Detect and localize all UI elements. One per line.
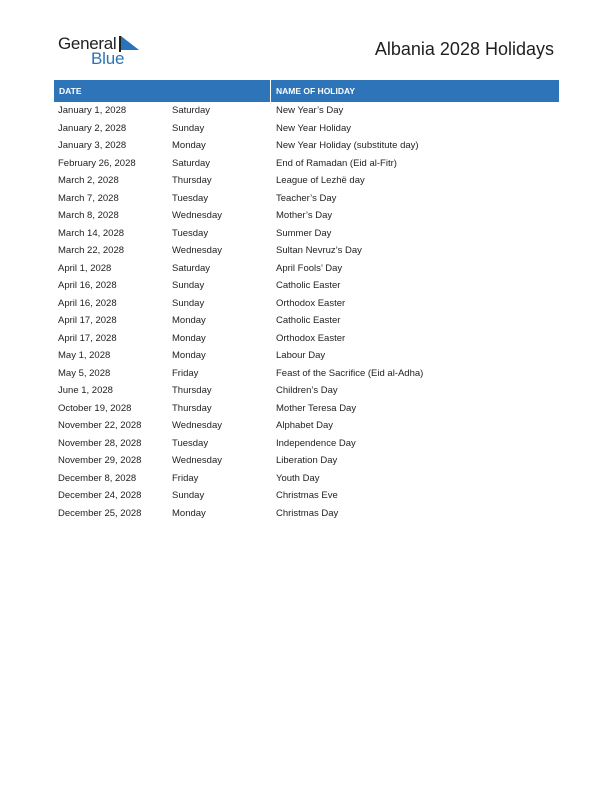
row-holiday-name: Catholic Easter: [276, 280, 341, 291]
row-holiday-name: Sultan Nevruz’s Day: [276, 245, 362, 256]
row-date: March 14, 2028: [58, 227, 125, 239]
table-row: [54, 225, 559, 243]
row-weekday: Sunday: [172, 490, 205, 501]
row-date: October 19, 2028: [58, 402, 132, 414]
table-row: [54, 347, 559, 365]
row-date: June 1, 2028: [58, 385, 113, 396]
row-weekday: Thursday: [172, 402, 212, 414]
table-row: [54, 277, 559, 295]
table-row: [54, 137, 559, 155]
row-date: November 28, 2028: [58, 437, 142, 449]
row-holiday-name: End of Ramadan (Eid al-Fitr): [276, 157, 397, 169]
row-holiday-name: April Fools’ Day: [276, 262, 343, 274]
row-date: March 7, 2028: [58, 192, 119, 204]
row-date: April 17, 2028: [58, 332, 117, 344]
row-holiday-name: Youth Day: [276, 472, 320, 484]
row-weekday: Wednesday: [172, 455, 222, 466]
row-date: April 16, 2028: [58, 280, 117, 291]
row-weekday: Tuesday: [172, 192, 209, 204]
row-date: April 1, 2028: [58, 262, 112, 274]
row-weekday: Tuesday: [172, 437, 209, 449]
row-weekday: Saturday: [172, 105, 211, 116]
row-weekday: Monday: [172, 350, 206, 361]
row-date: December 8, 2028: [58, 472, 137, 484]
row-date: March 2, 2028: [58, 175, 119, 186]
row-weekday: Wednesday: [172, 210, 222, 221]
row-holiday-name: Orthodox Easter: [276, 332, 346, 344]
row-weekday: Friday: [172, 472, 199, 484]
row-date: January 2, 2028: [58, 122, 127, 134]
row-holiday-name: League of Lezhë day: [276, 175, 365, 186]
header-divider: [270, 80, 271, 102]
row-holiday-name: Labour Day: [276, 350, 326, 361]
table-row: [54, 400, 559, 418]
row-date: February 26, 2028: [58, 157, 136, 169]
table-row: [54, 435, 559, 453]
row-holiday-name: Mother Teresa Day: [276, 402, 357, 414]
generalblue-logo: [58, 34, 148, 68]
header-holiday-name: NAME OF HOLIDAY: [276, 86, 356, 96]
table-row: [54, 365, 559, 383]
table-row: [54, 102, 559, 120]
holidays-table: [54, 80, 559, 522]
row-holiday-name: Liberation Day: [276, 455, 338, 466]
table-header: [54, 80, 559, 102]
row-holiday-name: Summer Day: [276, 227, 332, 239]
row-date: December 24, 2028: [58, 490, 142, 501]
row-weekday: Thursday: [172, 175, 212, 186]
row-date: November 22, 2028: [58, 420, 142, 431]
row-date: May 1, 2028: [58, 350, 111, 361]
row-date: January 3, 2028: [58, 140, 127, 151]
row-holiday-name: Children’s Day: [276, 385, 338, 396]
table-row: [54, 172, 559, 190]
row-holiday-name: Independence Day: [276, 437, 356, 449]
table-body: [54, 102, 559, 522]
row-weekday: Monday: [172, 507, 206, 519]
row-holiday-name: New Year Holiday: [276, 122, 351, 134]
row-holiday-name: Christmas Day: [276, 507, 339, 519]
table-row: [54, 452, 559, 470]
row-date: May 5, 2028: [58, 367, 111, 379]
logo-word-blue: Blue: [91, 49, 125, 68]
row-date: January 1, 2028: [58, 105, 127, 116]
table-row: [54, 260, 559, 278]
row-weekday: Friday: [172, 367, 199, 379]
row-holiday-name: Alphabet Day: [276, 420, 334, 431]
table-row: [54, 120, 559, 138]
row-weekday: Tuesday: [172, 227, 209, 239]
row-weekday: Saturday: [172, 157, 211, 169]
row-weekday: Wednesday: [172, 420, 222, 431]
header-date: DATE: [59, 86, 82, 96]
table-row: [54, 242, 559, 260]
row-date: March 22, 2028: [58, 245, 125, 256]
table-row: [54, 207, 559, 225]
row-date: November 29, 2028: [58, 455, 142, 466]
table-row: [54, 295, 559, 313]
table-row: [54, 417, 559, 435]
row-holiday-name: New Year’s Day: [276, 105, 344, 116]
page-title: Albania 2028 Holidays: [374, 39, 554, 59]
row-holiday-name: New Year Holiday (substitute day): [276, 140, 419, 151]
row-weekday: Sunday: [172, 122, 205, 134]
table-row: [54, 470, 559, 488]
table-row: [54, 190, 559, 208]
row-holiday-name: Feast of the Sacrifice (Eid al-Adha): [276, 367, 424, 379]
table-row: [54, 330, 559, 348]
row-weekday: Wednesday: [172, 245, 222, 256]
row-weekday: Monday: [172, 332, 206, 344]
table-row: [54, 312, 559, 330]
table-row: [54, 155, 559, 173]
row-weekday: Monday: [172, 315, 206, 326]
row-weekday: Sunday: [172, 297, 205, 309]
row-weekday: Sunday: [172, 280, 205, 291]
logo-word-general: General: [58, 34, 117, 53]
row-holiday-name: Christmas Eve: [276, 490, 338, 501]
row-holiday-name: Teacher’s Day: [276, 192, 337, 204]
row-weekday: Monday: [172, 140, 206, 151]
row-holiday-name: Mother’s Day: [276, 210, 333, 221]
row-date: April 16, 2028: [58, 297, 117, 309]
row-weekday: Thursday: [172, 385, 212, 396]
row-date: March 8, 2028: [58, 210, 119, 221]
row-date: April 17, 2028: [58, 315, 117, 326]
table-row: [54, 505, 559, 523]
row-holiday-name: Catholic Easter: [276, 315, 341, 326]
row-holiday-name: Orthodox Easter: [276, 297, 346, 309]
row-weekday: Saturday: [172, 262, 211, 274]
table-row: [54, 382, 559, 400]
table-row: [54, 487, 559, 505]
row-date: December 25, 2028: [58, 507, 142, 519]
